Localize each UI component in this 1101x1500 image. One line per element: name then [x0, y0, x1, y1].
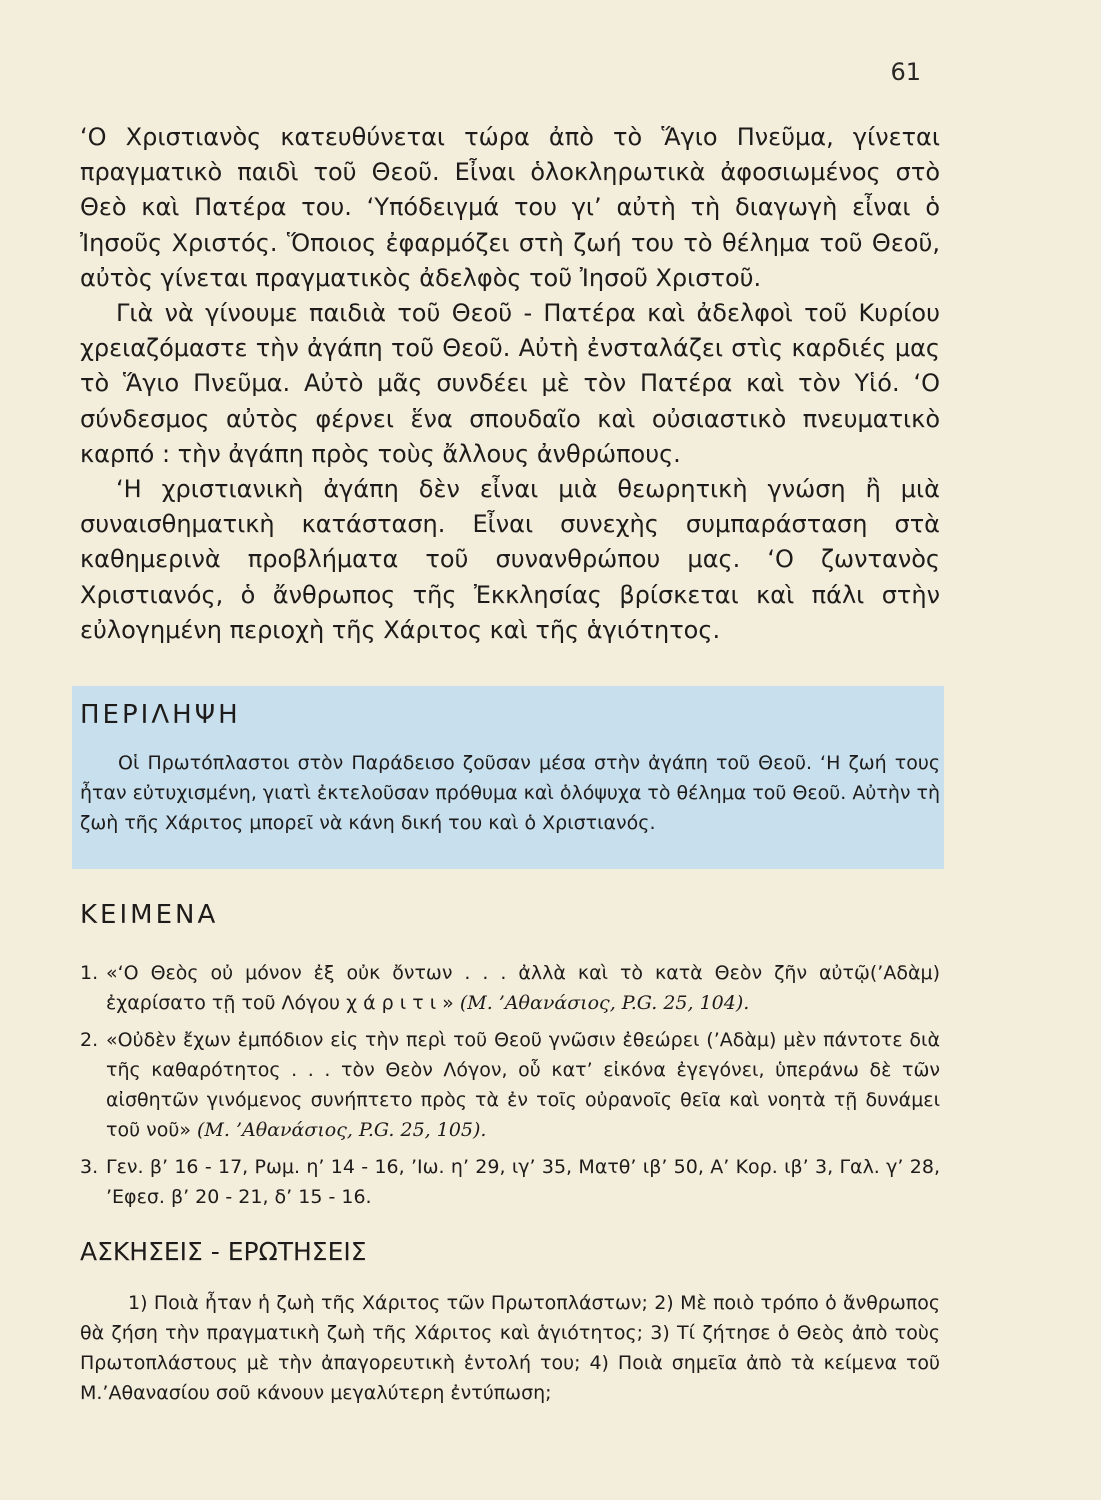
text-item-number: 3. [80, 1156, 99, 1178]
text-item-quote: «Οὐδὲν ἔχων ἐμπόδιον εἰς τὴν περὶ τοῦ Θεοῦ γνῶσιν ἐθεώρει (’Αδὰμ) μὲν πάντοτε διὰ τῆς καθαρότητος . . . τὸν Θεὸν Λόγον, οὗ κατ’ εἰκόνα ἐγεγόνει, ὑπεράνω δὲ τῶν αἰσθητῶν γινόμενος συνήπτετο πρὸς τὰ ἐν τοῖς οὐρανοῖς θεῖα καὶ νοητὰ τῇ δυνάμει τοῦ νοῦ» [106, 1029, 940, 1141]
text-item-quote: Γεν. β’ 16 - 17, Ρωμ. η’ 14 - 16, ’Ιω. η’ 29, ιγ’ 35, Ματθ’ ιβ’ 50, Α’ Κορ. ιβ’ 3, Γαλ. γ’ 28, ’Εφεσ. β’ 20 - 21, δ’ 15 - 16. [106, 1156, 940, 1208]
text-item-quote: «‘Ο Θεὸς οὐ μόνον ἐξ οὐκ ὄντων . . . ἀλλὰ καὶ τὸ κατὰ Θεὸν ζῆν αὐτῷ(’Αδὰμ) ἐχαρίσατο τῇ τοῦ Λόγου χ ά ρ ι τ ι » [106, 962, 940, 1014]
texts-heading: ΚΕΙΜΕΝΑ [80, 900, 219, 930]
text-item-body [106, 1025, 940, 1145]
exercises-heading: ΑΣΚΗΣΕΙΣ - ΕΡΩΤΗΣΕΙΣ [80, 1237, 367, 1266]
body-paragraph-3: ‘Η χριστιανικὴ ἀγάπη δὲν εἶναι μιὰ θεωρητικὴ γνώση ἢ μιὰ συναισθηματικὴ κατάσταση. Εἶναι συνεχὴς συμπαράσταση στὰ καθημερινὰ προβλήματα τοῦ συνανθρώπου μας. ‘Ο ζωντανὸς Χριστιανός, ὁ ἄνθρωπος τῆς Ἐκκλησίας βρίσκεται καὶ πάλι στὴν εὐλογημένη περιοχὴ τῆς Χάριτος καὶ τῆς ἁγιότητος. [80, 475, 940, 644]
text-item-number: 2. [80, 1029, 99, 1051]
summary-heading: ΠΕΡΙΛΗΨΗ [80, 700, 241, 730]
texts-list [80, 958, 940, 1219]
text-item-reference: (Μ. ’Αθανάσιος, P.G. 25, 104). [459, 992, 750, 1014]
text-item-number: 1. [80, 962, 99, 984]
summary-paragraph: Οἱ Πρωτόπλαστοι στὸν Παράδεισο ζοῦσαν μέσα στὴν ἀγάπη τοῦ Θεοῦ. ‘Η ζωή τους ἦταν εὐτυχισμένη, γιατὶ ἐκτελοῦσαν πρόθυμα καὶ ὁλόψυχα τὸ θέλημα τοῦ Θεοῦ. Αὐτὴν τὴ ζωὴ τῆς Χάριτος μπορεῖ νὰ κάνη δική του καὶ ὁ Χριστιανός. [80, 752, 940, 834]
text-item-body [106, 958, 940, 1018]
text-item-body [106, 1152, 940, 1212]
text-item [80, 1025, 940, 1145]
text-item [80, 1152, 940, 1212]
text-item-reference: (Μ. ’Αθανάσιος, P.G. 25, 105). [197, 1119, 487, 1141]
text-item [80, 958, 940, 1018]
body-paragraph-1: ‘Ο Χριστιανὸς κατευθύνεται τώρα ἀπὸ τὸ Ἅγιο Πνεῦμα, γίνεται πραγματικὸ παιδὶ τοῦ Θεοῦ. Εἶναι ὁλοκληρωτικὰ ἀφοσιωμένος στὸ Θεὸ καὶ Πατέρα του. ‘Υπόδειγμά του γι’ αὐτὴ τὴ διαγωγὴ εἶναι ὁ Ἰησοῦς Χριστός. Ὅποιος ἐφαρμόζει στὴ ζωή του τὸ θέλημα τοῦ Θεοῦ, αὐτὸς γίνεται πραγματικὸς ἀδελφὸς τοῦ Ἰησοῦ Χριστοῦ. [80, 123, 940, 292]
body-paragraph-2: Γιὰ νὰ γίνουμε παιδιὰ τοῦ Θεοῦ - Πατέρα καὶ ἀδελφοὶ τοῦ Κυρίου χρειαζόμαστε τὴν ἀγάπη τοῦ Θεοῦ. Αὐτὴ ἐνσταλάζει στὶς καρδιές μας τὸ Ἅγιο Πνεῦμα. Αὐτὸ μᾶς συνδέει μὲ τὸν Πατέρα καὶ τὸν Υἱό. ‘Ο σύνδεσμος αὐτὸς φέρνει ἕνα σπουδαῖο καὶ οὐσιαστικὸ πνευματικὸ καρπό : τὴν ἀγάπη πρὸς τοὺς ἄλλους ἀνθρώπους. [80, 299, 940, 468]
page-number: 61 [890, 58, 921, 86]
body-text [80, 120, 940, 648]
exercises-text [80, 1288, 940, 1408]
summary-text [80, 748, 940, 838]
exercises-paragraph: 1) Ποιὰ ἦταν ἡ ζωὴ τῆς Χάριτος τῶν Πρωτοπλάστων; 2) Μὲ ποιὸ τρόπο ὁ ἄνθρωπος θὰ ζήση τὴν πραγματικὴ ζωὴ τῆς Χάριτος καὶ ἁγιότητος; 3) Τί ζήτησε ὁ Θεὸς ἀπὸ τοὺς Πρωτοπλάστους μὲ τὴν ἀπαγορευτικὴ ἐντολή του; 4) Ποιὰ σημεῖα ἀπὸ τὰ κείμενα τοῦ Μ.’Αθανασίου σοῦ κάνουν μεγαλύτερη ἐντύπωση; [80, 1292, 940, 1404]
